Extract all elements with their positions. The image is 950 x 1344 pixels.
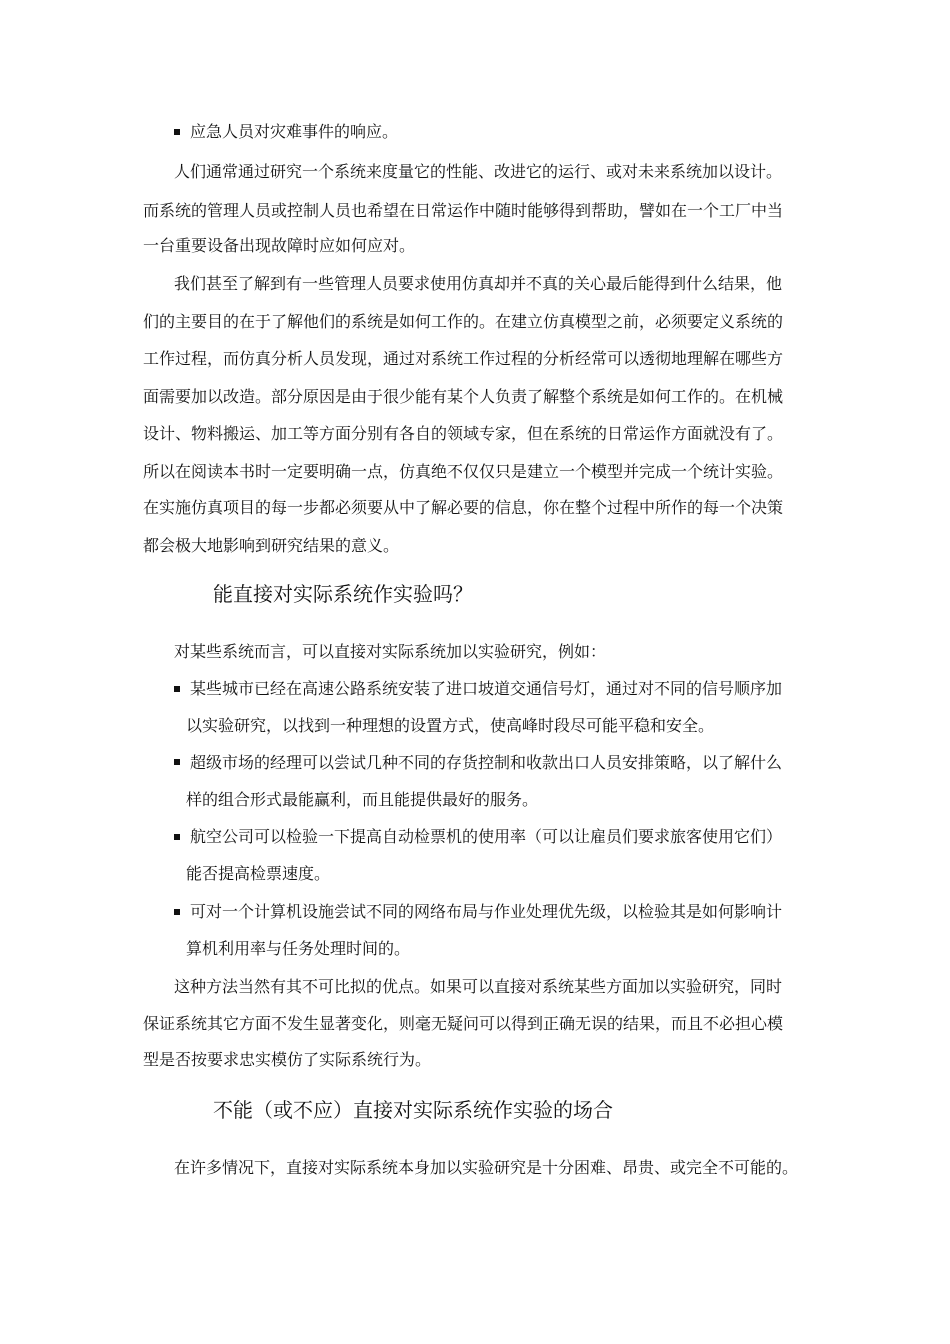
- paragraph-line: 所以在阅读本书时一定要明确一点，仿真绝不仅仅只是建立一个模型并完成一个统计实验。: [143, 462, 784, 481]
- paragraph-line: 工作过程，而仿真分析人员发现，通过对系统工作过程的分析经常可以透彻地理解在哪些方: [143, 349, 784, 368]
- paragraph-line: 保证系统其它方面不发生显著变化，则毫无疑问可以得到正确无误的结果，而且不必担心模: [143, 1014, 784, 1033]
- bullet-item: 可对一个计算机设施尝试不同的网络布局与作业处理优先级，以检验其是如何影响计: [190, 902, 783, 921]
- bullet-marker: [174, 129, 180, 135]
- section-heading: 不能（或不应）直接对实际系统作实验的场合: [213, 1098, 613, 1122]
- paragraph-line: 都会极大地影响到研究结果的意义。: [143, 536, 400, 555]
- bullet-item: 航空公司可以检验一下提高自动检票机的使用率（可以让雇员们要求旅客使用它们）: [190, 827, 783, 846]
- bullet-marker: [174, 686, 180, 692]
- paragraph-line: 这种方法当然有其不可比拟的优点。如果可以直接对系统某些方面加以实验研究，同时: [174, 977, 783, 996]
- paragraph-line: 在实施仿真项目的每一步都必须要从中了解必要的信息，你在整个过程中所作的每一个决策: [143, 498, 784, 517]
- paragraph-line: 我们甚至了解到有一些管理人员要求使用仿真却并不真的关心最后能得到什么结果，他: [174, 274, 783, 293]
- bullet-marker: [174, 909, 180, 915]
- paragraph-line: 一台重要设备出现故障时应如何应对。: [143, 236, 416, 255]
- paragraph-line: 型是否按要求忠实模仿了实际系统行为。: [143, 1050, 432, 1069]
- bullet-item-continued: 样的组合形式最能赢利，而且能提供最好的服务。: [186, 790, 539, 809]
- bullet-item: 超级市场的经理可以尝试几种不同的存货控制和收款出口人员安排策略，以了解什么: [190, 753, 783, 772]
- bullet-marker: [174, 834, 180, 840]
- paragraph-line: 在许多情况下，直接对实际系统本身加以实验研究是十分困难、昂贵、或完全不可能的。: [174, 1158, 799, 1177]
- paragraph-line: 面需要加以改造。部分原因是由于很少能有某个人负责了解整个系统是如何工作的。在机械: [143, 387, 784, 406]
- bullet-item-continued: 能否提高检票速度。: [186, 864, 331, 883]
- paragraph-line: 们的主要目的在于了解他们的系统是如何工作的。在建立仿真模型之前，必须要定义系统的: [143, 312, 784, 331]
- paragraph-line: 对某些系统而言，可以直接对实际系统加以实验研究，例如：: [174, 642, 607, 661]
- bullet-item: 应急人员对灾难事件的响应。: [190, 122, 399, 141]
- bullet-marker: [174, 759, 180, 765]
- paragraph-line: 而系统的管理人员或控制人员也希望在日常运作中随时能够得到帮助，譬如在一个工厂中当: [143, 201, 784, 220]
- bullet-item-continued: 以实验研究，以找到一种理想的设置方式，使高峰时段尽可能平稳和安全。: [186, 716, 715, 735]
- bullet-item: 某些城市已经在高速公路系统安装了进口坡道交通信号灯，通过对不同的信号顺序加: [190, 679, 783, 698]
- bullet-item-continued: 算机利用率与任务处理时间的。: [186, 939, 411, 958]
- section-heading: 能直接对实际系统作实验吗？: [213, 582, 473, 606]
- paragraph-line: 设计、物料搬运、加工等方面分别有各自的领域专家，但在系统的日常运作方面就没有了。: [143, 424, 784, 443]
- paragraph-line: 人们通常通过研究一个系统来度量它的性能、改进它的运行、或对未来系统加以设计。: [174, 162, 783, 181]
